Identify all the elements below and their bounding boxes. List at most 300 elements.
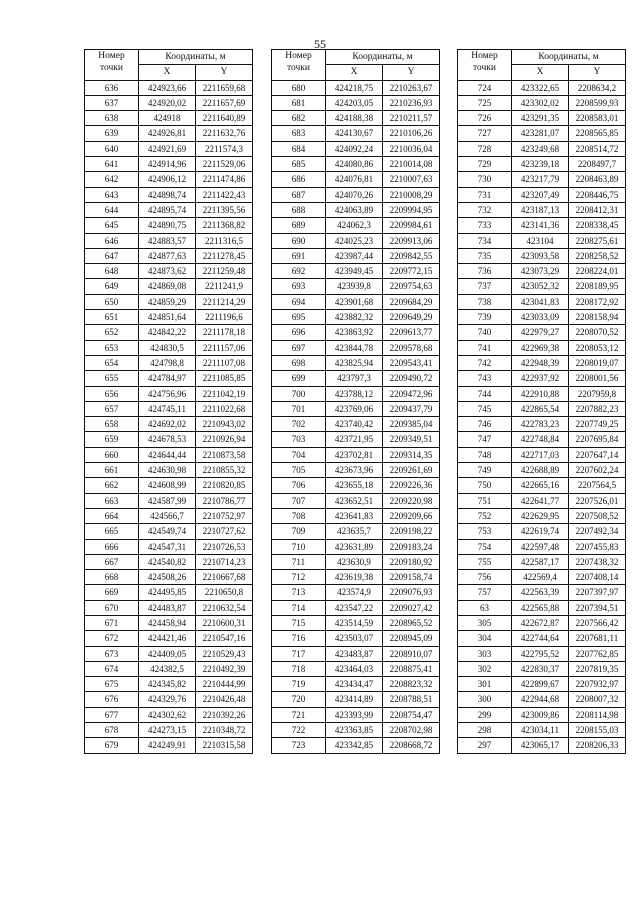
cell-x: 423249,68: [512, 141, 569, 156]
cell-y: 2209220,98: [383, 493, 440, 508]
table-row: [272, 126, 440, 141]
cell-point-number: 727: [458, 126, 512, 141]
cell-point-number: 734: [458, 233, 512, 248]
cell-point-number: 724: [458, 80, 512, 95]
cell-x: 424092,24: [326, 141, 383, 156]
table-row: [272, 539, 440, 554]
cell-y: 2207455,83: [569, 539, 626, 554]
cell-point-number: 716: [272, 631, 326, 646]
table-row: [85, 723, 253, 738]
cell-y: 2210820,85: [196, 478, 253, 493]
table-row: [85, 493, 253, 508]
cell-point-number: 697: [272, 340, 326, 355]
cell-y: 2208514,72: [569, 141, 626, 156]
cell-y: 2207932,97: [569, 677, 626, 692]
cell-point-number: 669: [85, 585, 139, 600]
table-row: [458, 202, 626, 217]
cell-x: 424483,87: [139, 600, 196, 615]
cell-x: 422910,88: [512, 386, 569, 401]
table-row: [272, 202, 440, 217]
cell-x: 422795,52: [512, 646, 569, 661]
cell-y: 2209183,24: [383, 539, 440, 554]
cell-x: 423939,8: [326, 279, 383, 294]
cell-x: 423987,44: [326, 248, 383, 263]
cell-y: 2207681,11: [569, 631, 626, 646]
table-row: [85, 738, 253, 753]
cell-point-number: 757: [458, 585, 512, 600]
cell-x: 422641,77: [512, 493, 569, 508]
cell-y: 2208463,89: [569, 172, 626, 187]
cell-point-number: 747: [458, 432, 512, 447]
cell-point-number: 647: [85, 248, 139, 263]
cell-point-number: 667: [85, 554, 139, 569]
cell-point-number: 700: [272, 386, 326, 401]
cell-point-number: 305: [458, 615, 512, 630]
cell-x: 423797,3: [326, 371, 383, 386]
cell-y: 2208497,7: [569, 157, 626, 172]
header-x: X: [326, 65, 383, 80]
cell-y: 2208583,01: [569, 111, 626, 126]
cell-y: 2210008,29: [383, 187, 440, 202]
cell-y: 2210926,94: [196, 432, 253, 447]
cell-point-number: 677: [85, 707, 139, 722]
cell-y: 2211316,5: [196, 233, 253, 248]
table-row: [85, 615, 253, 630]
table-row: [272, 325, 440, 340]
cell-y: 2207394,51: [569, 600, 626, 615]
cell-y: 2208114,98: [569, 707, 626, 722]
cell-point-number: 703: [272, 432, 326, 447]
table-row: [85, 539, 253, 554]
cell-point-number: 642: [85, 172, 139, 187]
header-x: X: [512, 65, 569, 80]
cell-x: 423641,83: [326, 508, 383, 523]
cell-y: 2210392,26: [196, 707, 253, 722]
cell-y: 2207882,23: [569, 401, 626, 416]
cell-y: 2207695,84: [569, 432, 626, 447]
cell-point-number: 702: [272, 417, 326, 432]
cell-x: 424409,05: [139, 646, 196, 661]
cell-y: 2208875,41: [383, 661, 440, 676]
cell-x: 423033,09: [512, 310, 569, 325]
cell-x: 423844,78: [326, 340, 383, 355]
cell-point-number: 726: [458, 111, 512, 126]
cell-x: 423052,32: [512, 279, 569, 294]
table-row: [272, 508, 440, 523]
cell-x: 424076,81: [326, 172, 383, 187]
cell-x: 424495,85: [139, 585, 196, 600]
cell-x: 424873,62: [139, 264, 196, 279]
cell-y: 2210943,02: [196, 417, 253, 432]
table-row: [272, 340, 440, 355]
table-row: [458, 111, 626, 126]
cell-y: 2208070,52: [569, 325, 626, 340]
table-row: [272, 585, 440, 600]
cell-x: 423141,36: [512, 218, 569, 233]
cell-y: 2209684,29: [383, 294, 440, 309]
cell-y: 2210211,57: [383, 111, 440, 126]
cell-x: 422569,4: [512, 570, 569, 585]
cell-x: 422672,87: [512, 615, 569, 630]
cell-x: 424644,44: [139, 447, 196, 462]
cell-y: 2208823,32: [383, 677, 440, 692]
cell-y: 2211241,9: [196, 279, 253, 294]
cell-y: 2209994,95: [383, 202, 440, 217]
cell-point-number: 671: [85, 615, 139, 630]
cell-x: 424549,74: [139, 524, 196, 539]
table-row: [272, 401, 440, 416]
cell-point-number: 297: [458, 738, 512, 753]
cell-point-number: 710: [272, 539, 326, 554]
cell-x: 424273,15: [139, 723, 196, 738]
cell-point-number: 684: [272, 141, 326, 156]
cell-x: 423630,9: [326, 554, 383, 569]
table-row: [272, 707, 440, 722]
cell-y: 2211640,89: [196, 111, 253, 126]
cell-point-number: 640: [85, 141, 139, 156]
cell-x: 424458,94: [139, 615, 196, 630]
cell-x: 423769,06: [326, 401, 383, 416]
cell-y: 2207508,52: [569, 508, 626, 523]
cell-x: 423041,83: [512, 294, 569, 309]
cell-x: 424869,08: [139, 279, 196, 294]
cell-y: 2209261,69: [383, 463, 440, 478]
table-row: [85, 248, 253, 263]
cell-point-number: 660: [85, 447, 139, 462]
header-point-number: Номер точки: [85, 50, 139, 81]
table-row: [458, 478, 626, 493]
table-row: [85, 554, 253, 569]
cell-point-number: 725: [458, 95, 512, 110]
cell-y: 2209385,04: [383, 417, 440, 432]
cell-y: 2208634,2: [569, 80, 626, 95]
cell-point-number: 705: [272, 463, 326, 478]
cell-y: 2209578,68: [383, 340, 440, 355]
cell-point-number: 756: [458, 570, 512, 585]
header-point-number: Номер точки: [458, 50, 512, 81]
cell-y: 2209027,42: [383, 600, 440, 615]
cell-point-number: 646: [85, 233, 139, 248]
cell-y: 2207602,24: [569, 463, 626, 478]
cell-x: 424608,99: [139, 478, 196, 493]
cell-y: 2210236,93: [383, 95, 440, 110]
cell-x: 423414,89: [326, 692, 383, 707]
cell-x: 423207,49: [512, 187, 569, 202]
table-row: [85, 325, 253, 340]
cell-y: 2210492,39: [196, 661, 253, 676]
cell-y: 2207397,97: [569, 585, 626, 600]
cell-x: 424130,67: [326, 126, 383, 141]
cell-y: 2210444,99: [196, 677, 253, 692]
cell-x: 423788,12: [326, 386, 383, 401]
table-row: [458, 447, 626, 462]
cell-y: 2208275,61: [569, 233, 626, 248]
table-row: [272, 723, 440, 738]
table-row: [85, 264, 253, 279]
table-row: [458, 631, 626, 646]
cell-y: 2207564,5: [569, 478, 626, 493]
cell-point-number: 672: [85, 631, 139, 646]
cell-y: 2211529,06: [196, 157, 253, 172]
cell-y: 2208206,33: [569, 738, 626, 753]
cell-y: 2209349,51: [383, 432, 440, 447]
table-row: [85, 157, 253, 172]
cell-point-number: 304: [458, 631, 512, 646]
cell-y: 2209913,06: [383, 233, 440, 248]
cell-point-number: 300: [458, 692, 512, 707]
cell-point-number: 736: [458, 264, 512, 279]
cell-point-number: 661: [85, 463, 139, 478]
cell-y: 2208412,31: [569, 202, 626, 217]
table-row: [85, 111, 253, 126]
table-row: [272, 386, 440, 401]
cell-point-number: 643: [85, 187, 139, 202]
cell-point-number: 678: [85, 723, 139, 738]
table-row: [85, 279, 253, 294]
cell-point-number: 721: [272, 707, 326, 722]
header-y: Y: [383, 65, 440, 80]
cell-y: 2207762,85: [569, 646, 626, 661]
cell-y: 2211178,18: [196, 325, 253, 340]
cell-x: 422563,39: [512, 585, 569, 600]
cell-point-number: 688: [272, 202, 326, 217]
cell-point-number: 689: [272, 218, 326, 233]
cell-y: 2210600,31: [196, 615, 253, 630]
cell-point-number: 649: [85, 279, 139, 294]
cell-point-number: 301: [458, 677, 512, 692]
cell-x: 424025,23: [326, 233, 383, 248]
cell-point-number: 687: [272, 187, 326, 202]
cell-x: 424302,62: [139, 707, 196, 722]
table-row: [458, 646, 626, 661]
table-row: [458, 95, 626, 110]
cell-point-number: 755: [458, 554, 512, 569]
cell-point-number: 717: [272, 646, 326, 661]
cell-y: 2210873,58: [196, 447, 253, 462]
cell-x: 424920,02: [139, 95, 196, 110]
cell-y: 2210263,67: [383, 80, 440, 95]
cell-x: 423740,42: [326, 417, 383, 432]
table-row: [85, 646, 253, 661]
cell-x: 423104: [512, 233, 569, 248]
cell-y: 2207749,25: [569, 417, 626, 432]
cell-point-number: 679: [85, 738, 139, 753]
table-row: [458, 340, 626, 355]
cell-point-number: 713: [272, 585, 326, 600]
cell-y: 2207566,42: [569, 615, 626, 630]
cell-point-number: 714: [272, 600, 326, 615]
cell-x: 424926,81: [139, 126, 196, 141]
table-row: [85, 478, 253, 493]
cell-y: 2208007,32: [569, 692, 626, 707]
cell-y: 2207492,34: [569, 524, 626, 539]
cell-x: 422783,23: [512, 417, 569, 432]
cell-point-number: 701: [272, 401, 326, 416]
cell-x: 424218,75: [326, 80, 383, 95]
cell-point-number: 668: [85, 570, 139, 585]
table-row: [85, 294, 253, 309]
cell-y: 2208053,12: [569, 340, 626, 355]
cell-x: 423574,9: [326, 585, 383, 600]
table-row: [85, 585, 253, 600]
cell-y: 2210786,77: [196, 493, 253, 508]
cell-y: 2208599,93: [569, 95, 626, 110]
table-row: [458, 723, 626, 738]
cell-point-number: 652: [85, 325, 139, 340]
coordinates-table-1: [84, 49, 253, 754]
cell-y: 2208155,03: [569, 723, 626, 738]
table-row: [458, 325, 626, 340]
cell-x: 424566,7: [139, 508, 196, 523]
cell-x: 423721,95: [326, 432, 383, 447]
cell-point-number: 732: [458, 202, 512, 217]
cell-y: 2211278,45: [196, 248, 253, 263]
cell-y: 2211022,68: [196, 401, 253, 416]
cell-point-number: 683: [272, 126, 326, 141]
table-row: [272, 294, 440, 309]
table-row: [458, 539, 626, 554]
cell-point-number: 686: [272, 172, 326, 187]
cell-x: 423217,79: [512, 172, 569, 187]
cell-point-number: 674: [85, 661, 139, 676]
cell-x: 424329,76: [139, 692, 196, 707]
cell-x: 424784,97: [139, 371, 196, 386]
cell-y: 2208565,85: [569, 126, 626, 141]
cell-y: 2209754,63: [383, 279, 440, 294]
cell-x: 423514,59: [326, 615, 383, 630]
table-row: [85, 692, 253, 707]
table-row: [458, 310, 626, 325]
table-row: [458, 80, 626, 95]
table-row: [85, 447, 253, 462]
cell-point-number: 708: [272, 508, 326, 523]
cell-x: 424756,96: [139, 386, 196, 401]
cell-point-number: 742: [458, 355, 512, 370]
cell-y: 2209842,55: [383, 248, 440, 263]
cell-x: 423655,18: [326, 478, 383, 493]
table-row: [85, 631, 253, 646]
table-row: [85, 172, 253, 187]
cell-x: 424203,05: [326, 95, 383, 110]
header-coordinates: Координаты, м: [512, 50, 626, 65]
cell-y: 2208158,94: [569, 310, 626, 325]
cell-x: 424883,57: [139, 233, 196, 248]
cell-x: 424249,91: [139, 738, 196, 753]
cell-x: 424923,66: [139, 80, 196, 95]
table-row: [458, 524, 626, 539]
cell-x: 423291,35: [512, 111, 569, 126]
table-row: [458, 141, 626, 156]
table-row: [272, 432, 440, 447]
table-row: [85, 417, 253, 432]
cell-y: 2208910,07: [383, 646, 440, 661]
table-row: [85, 340, 253, 355]
cell-x: 424830,5: [139, 340, 196, 355]
table-row: [85, 218, 253, 233]
cell-y: 2209490,72: [383, 371, 440, 386]
cell-point-number: 63: [458, 600, 512, 615]
table-row: [85, 600, 253, 615]
cell-point-number: 637: [85, 95, 139, 110]
table-row: [458, 371, 626, 386]
cell-x: 422948,39: [512, 355, 569, 370]
header-x: X: [139, 65, 196, 80]
table-row: [272, 463, 440, 478]
cell-point-number: 720: [272, 692, 326, 707]
table-row: [272, 264, 440, 279]
cell-point-number: 739: [458, 310, 512, 325]
cell-y: 2211042,19: [196, 386, 253, 401]
cell-point-number: 733: [458, 218, 512, 233]
table-row: [85, 707, 253, 722]
cell-y: 2211422,43: [196, 187, 253, 202]
cell-x: 424421,46: [139, 631, 196, 646]
table-row: [272, 172, 440, 187]
cell-point-number: 673: [85, 646, 139, 661]
cell-x: 424080,86: [326, 157, 383, 172]
cell-x: 424547,31: [139, 539, 196, 554]
cell-point-number: 685: [272, 157, 326, 172]
cell-point-number: 722: [272, 723, 326, 738]
cell-x: 423239,18: [512, 157, 569, 172]
table-row: [272, 554, 440, 569]
page-number: 55: [314, 37, 326, 51]
cell-y: 2210714,23: [196, 554, 253, 569]
cell-y: 2210650,8: [196, 585, 253, 600]
cell-x: 423302,02: [512, 95, 569, 110]
table-row: [272, 355, 440, 370]
cell-point-number: 650: [85, 294, 139, 309]
cell-y: 2209076,93: [383, 585, 440, 600]
table-row: [458, 294, 626, 309]
cell-y: 2209649,29: [383, 310, 440, 325]
cell-x: 423673,96: [326, 463, 383, 478]
cell-point-number: 665: [85, 524, 139, 539]
cell-x: 424859,29: [139, 294, 196, 309]
cell-point-number: 682: [272, 111, 326, 126]
cell-y: 2207408,14: [569, 570, 626, 585]
cell-y: 2210426,48: [196, 692, 253, 707]
cell-y: 2209209,66: [383, 508, 440, 523]
header-point-number: Номер точки: [272, 50, 326, 81]
table-row: [272, 600, 440, 615]
cell-point-number: 681: [272, 95, 326, 110]
cell-x: 424798,8: [139, 355, 196, 370]
cell-point-number: 749: [458, 463, 512, 478]
cell-x: 422619,74: [512, 524, 569, 539]
cell-y: 2210727,62: [196, 524, 253, 539]
table-row: [85, 187, 253, 202]
cell-y: 2209226,36: [383, 478, 440, 493]
cell-x: 424918: [139, 111, 196, 126]
cell-point-number: 648: [85, 264, 139, 279]
cell-x: 422565,88: [512, 600, 569, 615]
table-row: [85, 202, 253, 217]
cell-x: 422665,16: [512, 478, 569, 493]
table-row: [458, 401, 626, 416]
table-row: [85, 432, 253, 447]
cell-x: 423322,65: [512, 80, 569, 95]
table-row: [85, 310, 253, 325]
table-row: [272, 478, 440, 493]
table-row: [458, 615, 626, 630]
table-row: [85, 508, 253, 523]
cell-x: 423363,85: [326, 723, 383, 738]
table-row: [85, 386, 253, 401]
cell-x: 424678,53: [139, 432, 196, 447]
cell-point-number: 698: [272, 355, 326, 370]
table-row: [458, 585, 626, 600]
